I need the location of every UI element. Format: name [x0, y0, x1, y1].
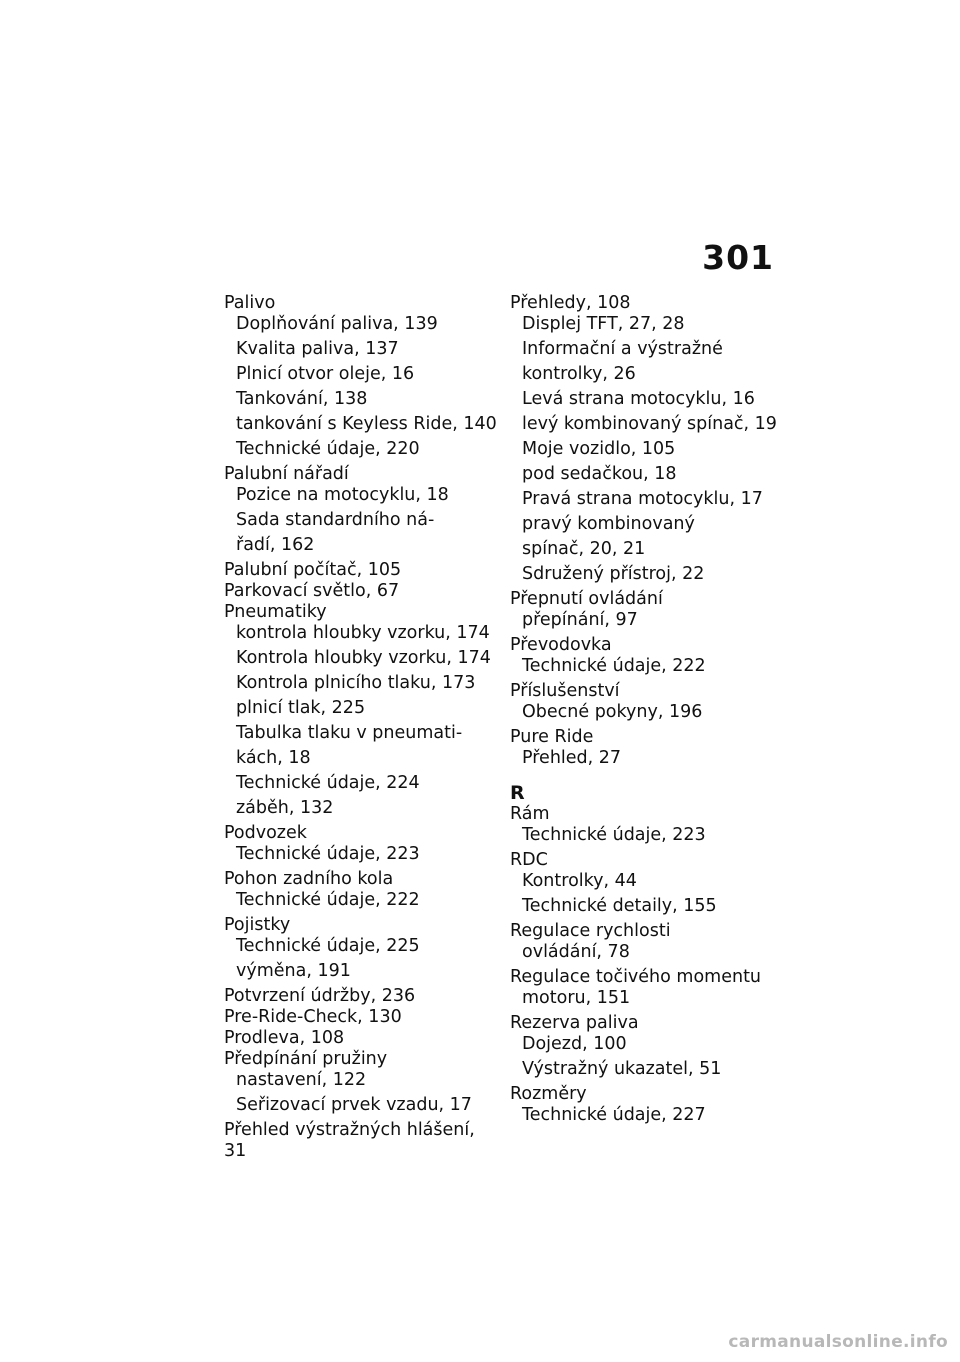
index-entry: Pre-Ride-Check, 130 — [224, 1007, 402, 1027]
index-subentry: Tankování, 138 — [236, 389, 368, 409]
index-entry: Přepnutí ovládání — [510, 589, 663, 609]
index-entry: Parkovací světlo, 67 — [224, 581, 400, 601]
index-entry: Potvrzení údržby, 236 — [224, 986, 416, 1006]
index-subentry: Výstražný ukazatel, 51 — [522, 1059, 722, 1079]
index-subentry: tankování s Keyless Ride, 140 — [236, 414, 497, 434]
index-subentry: ovládání, 78 — [522, 942, 630, 962]
index-entry: Přehledy, 108 — [510, 293, 631, 313]
index-subentry: Kontrolky, 44 — [522, 871, 637, 891]
index-entry: Přehled výstražných hlášení, 31 — [224, 1120, 475, 1161]
index-column-right — [510, 293, 780, 1130]
index-entry: Regulace točivého momentu — [510, 967, 762, 987]
index-entry: Podvozek — [224, 823, 307, 843]
index-subentry: Technické údaje, 222 — [522, 656, 706, 676]
index-entry: Palivo — [224, 293, 276, 313]
index-subentry: Doplňování paliva, 139 — [236, 314, 438, 334]
index-subentry: Sada standardního ná- — [236, 510, 435, 530]
index-subentry: Sdružený přístroj, 22 — [522, 564, 705, 584]
index-subentry: Informační a výstražné — [522, 339, 723, 359]
index-subentry: Pozice na motocyklu, 18 — [236, 485, 449, 505]
page-number: 301 — [702, 238, 774, 277]
index-subentry: Kontrola plnicího tlaku, 173 — [236, 673, 476, 693]
index-subentry: Seřizovací prvek vzadu, 17 — [236, 1095, 472, 1115]
index-entry: RDC — [510, 850, 548, 870]
index-subentry: Technické detaily, 155 — [522, 896, 717, 916]
index-subentry: motoru, 151 — [522, 988, 631, 1008]
index-entry: Rezerva paliva — [510, 1013, 639, 1033]
index-subentry: Technické údaje, 223 — [236, 844, 420, 864]
index-subentry: nastavení, 122 — [236, 1070, 367, 1090]
index-subentry: pod sedačkou, 18 — [522, 464, 677, 484]
index-subentry: pravý kombinovaný — [522, 514, 695, 534]
index-entry: Příslušenství — [510, 681, 620, 701]
index-entry: Rozměry — [510, 1084, 587, 1104]
index-subentry: Přehled, 27 — [522, 748, 622, 768]
index-subentry: Technické údaje, 222 — [236, 890, 420, 910]
index-subentry: Plnicí otvor oleje, 16 — [236, 364, 415, 384]
index-subentry: Technické údaje, 220 — [236, 439, 420, 459]
index-subentry: Kontrola hloubky vzorku, 174 — [236, 648, 491, 668]
index-entry: Rám — [510, 804, 550, 824]
index-subentry: Displej TFT, 27, 28 — [522, 314, 685, 334]
index-subentry: kontrolky, 26 — [522, 364, 636, 384]
index-entry: Převodovka — [510, 635, 612, 655]
index-subentry: Obecné pokyny, 196 — [522, 702, 703, 722]
index-subentry: Levá strana motocyklu, 16 — [522, 389, 755, 409]
index-entry: Pojistky — [224, 915, 291, 935]
index-subentry: řadí, 162 — [236, 535, 315, 555]
index-subentry: výměna, 191 — [236, 961, 351, 981]
index-subentry: Technické údaje, 224 — [236, 773, 420, 793]
index-subentry: kontrola hloubky vzorku, 174 — [236, 623, 490, 643]
index-entry: Palubní počítač, 105 — [224, 560, 402, 580]
index-entry: Prodleva, 108 — [224, 1028, 345, 1048]
index-subentry: záběh, 132 — [236, 798, 334, 818]
index-entry: Pure Ride — [510, 727, 594, 747]
index-entry: Regulace rychlosti — [510, 921, 671, 941]
index-subentry: přepínání, 97 — [522, 610, 638, 630]
index-subentry: Pravá strana motocyklu, 17 — [522, 489, 763, 509]
index-entry: Pneumatiky — [224, 602, 327, 622]
index-letter-heading: R — [510, 782, 525, 804]
index-subentry: kách, 18 — [236, 748, 311, 768]
index-subentry: spínač, 20, 21 — [522, 539, 646, 559]
watermark-footer: carmanualsonline.info — [728, 1332, 948, 1352]
index-subentry: Kvalita paliva, 137 — [236, 339, 399, 359]
index-subentry: levý kombinovaný spínač, 19 — [522, 414, 777, 434]
index-subentry: Tabulka tlaku v pneumati- — [236, 723, 463, 743]
index-column-left — [224, 293, 499, 1162]
index-subentry: Technické údaje, 223 — [522, 825, 706, 845]
index-entry: Palubní nářadí — [224, 464, 349, 484]
index-subentry: Technické údaje, 225 — [236, 936, 420, 956]
index-subentry: Dojezd, 100 — [522, 1034, 627, 1054]
index-subentry: Moje vozidlo, 105 — [522, 439, 676, 459]
index-subentry: Technické údaje, 227 — [522, 1105, 706, 1125]
index-entry: Pohon zadního kola — [224, 869, 394, 889]
index-entry: Předpínání pružiny — [224, 1049, 388, 1069]
index-subentry: plnicí tlak, 225 — [236, 698, 366, 718]
